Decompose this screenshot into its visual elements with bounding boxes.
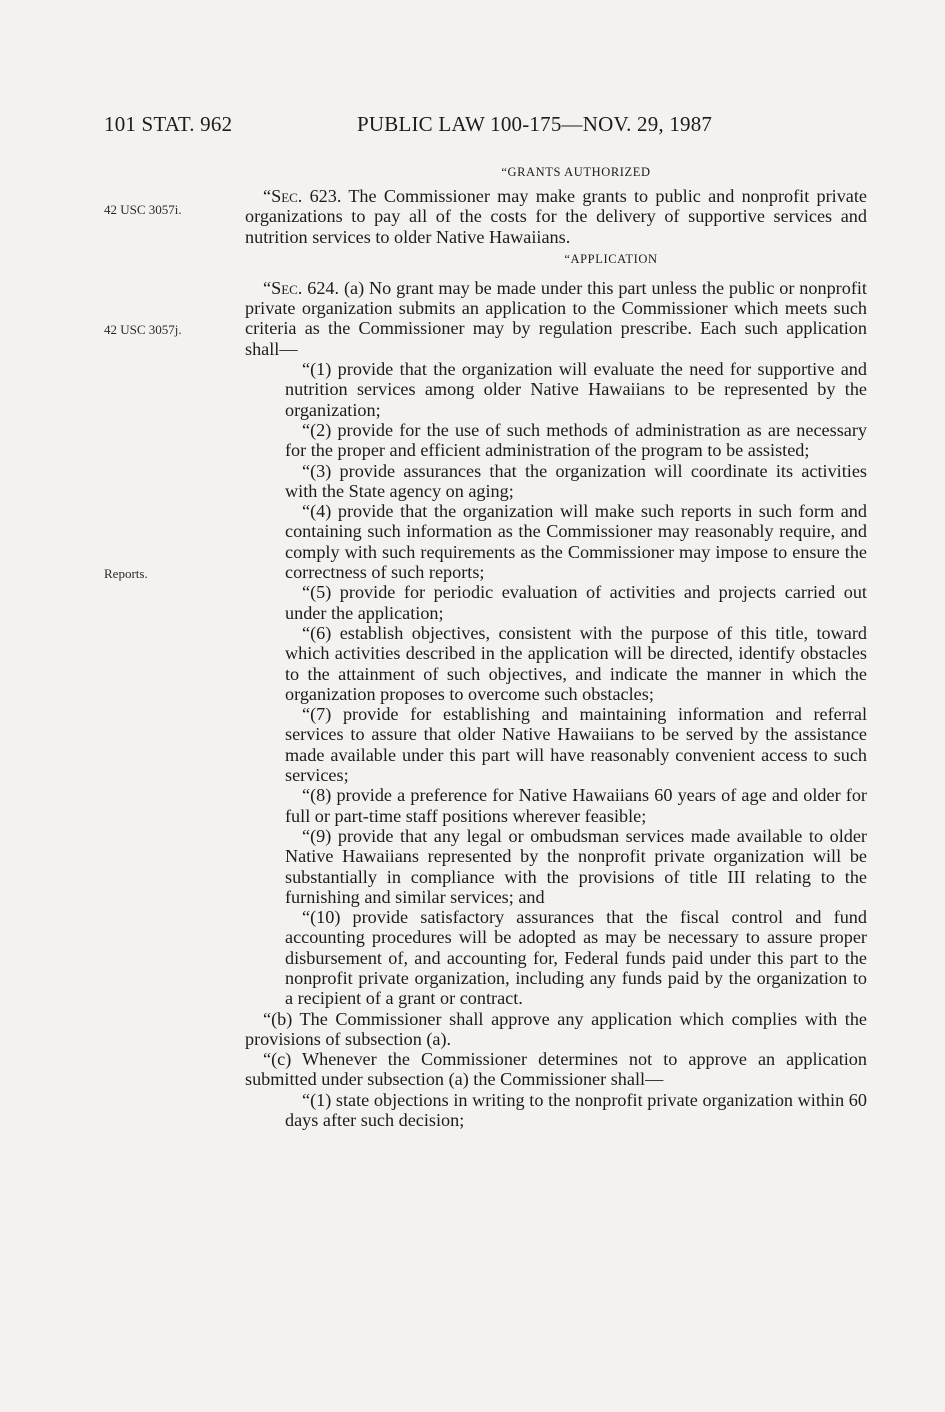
grants-authorized-heading: “GRANTS AUTHORIZED [501, 165, 651, 179]
application-item-10: “(10) provide satisfactory assurances that the fiscal control and fund accounting procedures will be adopted as may be necessary to assure proper disbursement of, and accounting for, Federal funds paid under this part to the nonprofit private organization, including any funds paid by the organization to a recipient of a grant or contract. [285, 907, 867, 1009]
subsection-c-item-1: “(1) state objections in writing to the nonprofit private organization within 60 days after such decision; [285, 1089, 867, 1131]
application-item-8: “(8) provide a preference for Native Hawaiians 60 years of age and older for full or part-time staff positions wherever feasible; [285, 785, 867, 826]
application-item-5: “(5) provide for periodic evaluation of activities and projects carried out under the application; [285, 582, 867, 623]
public-law-citation: PUBLIC LAW 100-175—NOV. 29, 1987 [357, 112, 713, 136]
section-623-label: “Sec. [263, 186, 303, 206]
section-624 [245, 278, 867, 359]
section-623 [245, 186, 867, 247]
application-item-6: “(6) establish objectives, consistent with the purpose of this title, toward which activities described in the application will be directed, identify obstacles to the attainment of such objectives, and indicate the manner in which the organization proposes to overcome such obstacles; [285, 622, 867, 704]
statute-page-number: 101 STAT. 962 [104, 112, 233, 136]
application-heading: “APPLICATION [564, 251, 658, 266]
subsection-b: “(b) The Commissioner shall approve any application which complies with the provisions of subsection (a). [245, 1008, 867, 1049]
margin-note-reports: Reports. [104, 566, 148, 581]
statute-body [245, 162, 867, 1130]
application-item-4: “(4) provide that the organization will make such reports in such form and containing such information as the Commissioner may reasonably require, and comply with such requirements as the Commissioner may impose to ensure the correctness of such reports; [285, 501, 867, 583]
section-624-text: 624. (a) No grant may be made under this part unless the public or nonprofit private organization submits an application to the Commissioner which meets such criteria as the Commissioner may by regulation prescribe. Each such application shall— [245, 277, 867, 359]
application-item-2: “(2) provide for the use of such methods of administration as are necessary for the proper and efficient administration of the program to be assisted; [285, 419, 867, 461]
section-623-text: 623. The Commissioner may make grants to public and nonprofit private organizations to pay all of the costs for the delivery of supportive services and nutrition services to older Native Hawaiians. [245, 186, 867, 247]
subsection-c: “(c) Whenever the Commissioner determines not to approve an application submitted under subsection (a) the Commissioner shall— [245, 1049, 867, 1090]
application-item-7: “(7) provide for establishing and maintaining information and referral services to assure that older Native Hawaiians to be served by the assistance made available under this part will have reasonably convenient access to such services; [285, 704, 867, 786]
application-item-3: “(3) provide assurances that the organization will coordinate its activities with the State agency on aging; [285, 460, 867, 501]
section-624-label: “Sec. [263, 277, 303, 298]
application-item-1: “(1) provide that the organization will evaluate the need for supportive and nutrition services among older Native Hawaiians to be represented by the organization; [285, 359, 867, 420]
margin-note-usc-3057j: 42 USC 3057j. [104, 322, 182, 337]
application-item-9: “(9) provide that any legal or ombudsman services made available to older Native Hawaiians represented by the nonprofit private organization will be substantially in compliance with the provisions of title III relating to the furnishing and similar services; and [285, 825, 867, 907]
margin-note-usc-3057i: 42 USC 3057i. [104, 202, 182, 217]
